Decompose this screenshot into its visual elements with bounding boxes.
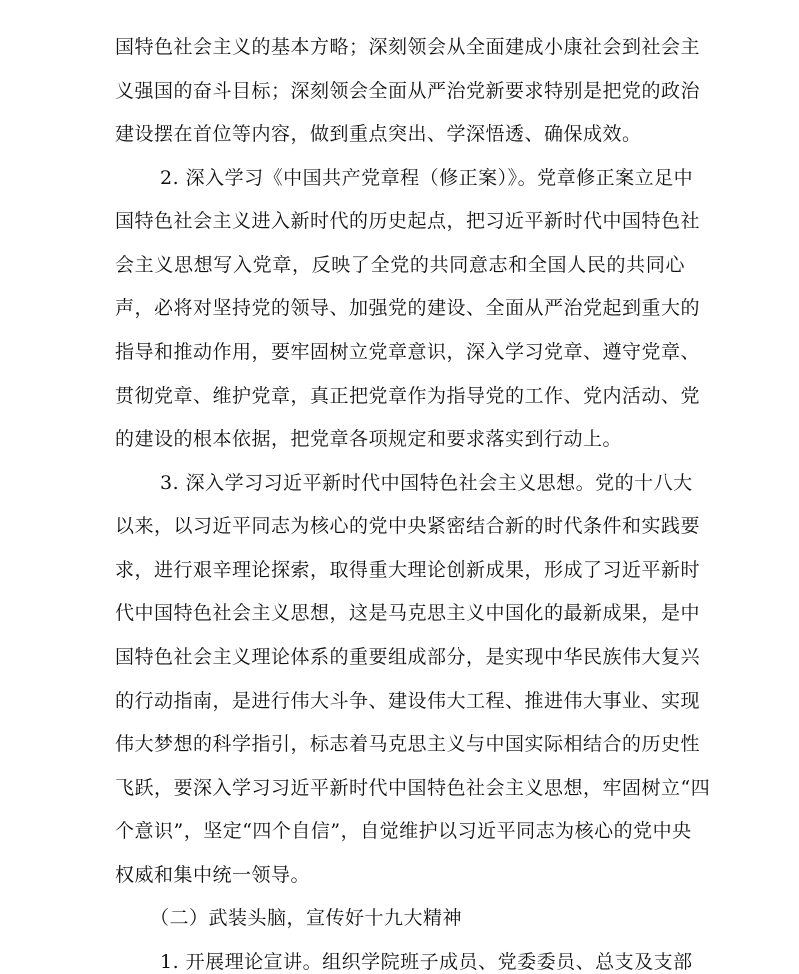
text-line: 的行动指南，是进行伟大斗争、建设伟大工程、推进伟大事业、实现 — [115, 690, 701, 712]
text-line: 国特色社会主义进入新时代的历史起点，把习近平新时代中国特色社 — [115, 210, 701, 232]
text-line: 建设摆在首位等内容，做到重点突出、学深悟透、确保成效。 — [115, 123, 642, 145]
text-line: 个意识”，坚定“四个自信”，自觉维护以习近平同志为核心的党中央 — [115, 820, 692, 842]
text-line: 以来，以习近平同志为核心的党中央紧密结合新的时代条件和实践要 — [115, 515, 701, 537]
paragraph-3-first-line: 3. 深入学习习近平新时代中国特色社会主义思想。党的十八大 — [160, 472, 693, 494]
text-line: 指导和推动作用，要牢固树立党章意识，深入学习党章、遵守党章、 — [115, 341, 701, 363]
text-line: 声，必将对坚持党的领导、加强党的建设、全面从严治党起到重大的 — [115, 297, 701, 319]
text-line: 权威和集中统一领导。 — [115, 864, 311, 886]
text-line: 伟大梦想的科学指引，标志着马克思主义与中国实际相结合的历史性 — [115, 733, 701, 755]
paragraph-first-line: 1. 开展理论宣讲。组织学院班子成员、党委委员、总支及支部 — [160, 951, 693, 973]
text-line: 代中国特色社会主义思想，这是马克思主义中国化的最新成果，是中 — [115, 602, 701, 624]
text-line: 国特色社会主义的基本方略；深刻领会从全面建成小康社会到社会主 — [115, 36, 701, 58]
text-line: 求，进行艰辛理论探索，取得重大理论创新成果，形成了习近平新时 — [115, 559, 701, 581]
text-line: 贯彻党章、维护党章，真正把党章作为指导党的工作、党内活动、党 — [115, 385, 701, 407]
text-line: 义强国的奋斗目标；深刻领会全面从严治党新要求特别是把党的政治 — [115, 80, 701, 102]
section-heading: （二）武装头脑，宣传好十九大精神 — [150, 907, 463, 929]
text-line: 国特色社会主义理论体系的重要组成部分，是实现中华民族伟大复兴 — [115, 646, 701, 668]
paragraph-2-first-line: 2. 深入学习《中国共产党章程（修正案）》。党章修正案立足中 — [160, 167, 694, 189]
text-line: 的建设的根本依据，把党章各项规定和要求落实到行动上。 — [115, 428, 623, 450]
text-line: 飞跃，要深入学习习近平新时代中国特色社会主义思想，牢固树立“四 — [115, 777, 711, 799]
text-line: 会主义思想写入党章，反映了全党的共同意志和全国人民的共同心 — [115, 254, 685, 276]
